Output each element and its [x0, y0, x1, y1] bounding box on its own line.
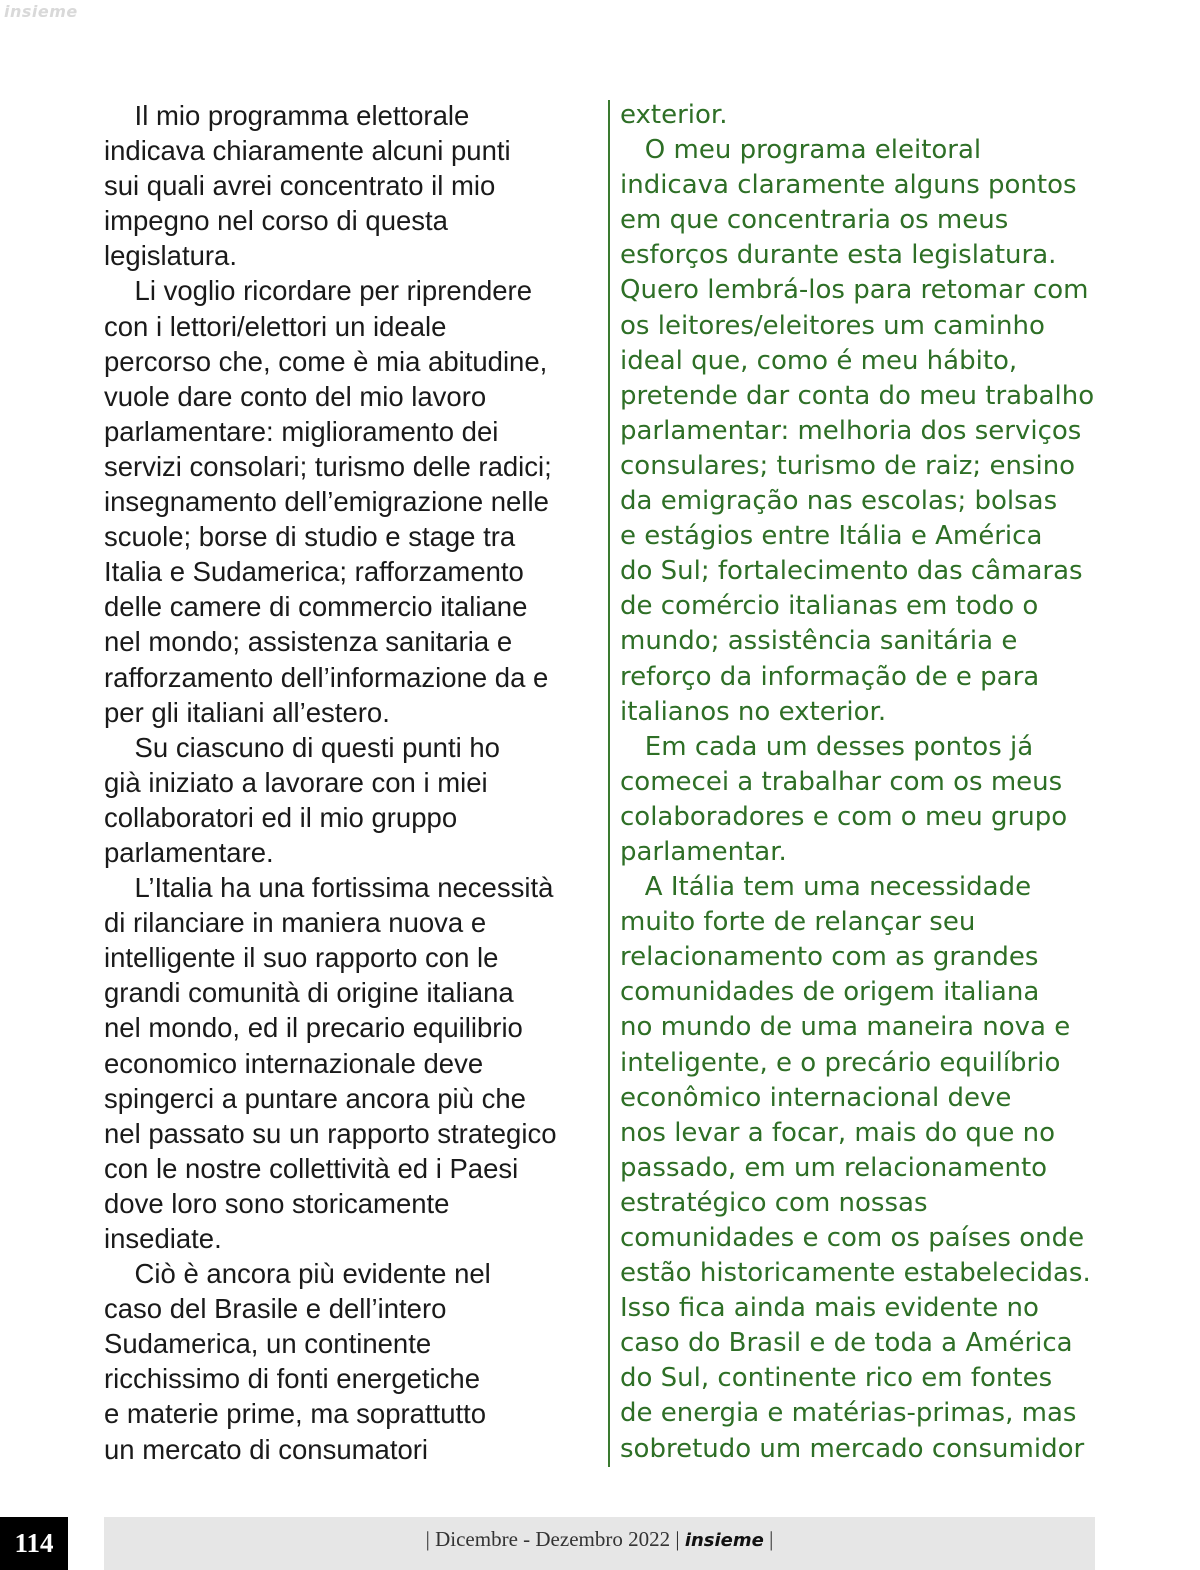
portuguese-text-line: da emigração nas escolas; bolsas: [620, 486, 1058, 517]
portuguese-text-line: mundo; assistência sanitária e: [620, 626, 1018, 657]
portuguese-text-line: pretende dar conta do meu trabalho: [620, 380, 1095, 411]
italian-text-line: rafforzamento dell’informazione da e: [104, 661, 549, 693]
italian-text-line: spingerci a puntare ancora più che: [104, 1082, 526, 1114]
italian-text-line: percorso che, come è mia abitudine,: [104, 345, 548, 377]
portuguese-text-line: O meu programa eleitoral: [620, 135, 982, 166]
italian-text-line: parlamentare: miglioramento dei: [104, 415, 499, 447]
italian-column: [104, 98, 594, 1467]
portuguese-text-line: estratégico com nossas: [620, 1187, 928, 1218]
footer-text: [104, 1527, 1095, 1552]
italian-text-line: servizi consolari; turismo delle radici;: [104, 450, 552, 482]
italian-text-line: indicava chiaramente alcuni punti: [104, 135, 511, 167]
italian-text-line: intelligente il suo rapporto con le: [104, 942, 499, 974]
portuguese-text-line: muito forte de relançar seu: [620, 907, 976, 938]
portuguese-text-line: estão historicamente estabelecidas.: [620, 1258, 1091, 1289]
italian-text-line: grandi comunità di origine italiana: [104, 977, 514, 1009]
italian-text-line: dove loro sono storicamente: [104, 1187, 450, 1219]
portuguese-text-line: Quero lembrá-los para retomar com: [620, 275, 1089, 306]
portuguese-text-line: passado, em um relacionamento: [620, 1152, 1048, 1183]
italian-text-line: un mercato di consumatori: [104, 1433, 429, 1465]
italian-text-line: Italia e Sudamerica; rafforzamento: [104, 556, 524, 588]
portuguese-text-line: do Sul; fortalecimento das câmaras: [620, 556, 1083, 587]
italian-text-line: parlamentare.: [104, 836, 274, 868]
portuguese-text-line: em que concentraria os meus: [620, 205, 1009, 236]
portuguese-text-line: reforço da informação de e para: [620, 661, 1040, 692]
italian-text-line: per gli italiani all’estero.: [104, 696, 390, 728]
italian-text-line: sui quali avrei concentrato il mio: [104, 170, 496, 202]
portuguese-text-line: nos levar a focar, mais do que no: [620, 1117, 1055, 1148]
portuguese-text-line: os leitores/eleitores um caminho: [620, 310, 1045, 341]
italian-text-line: insegnamento dell’emigrazione nelle: [104, 486, 549, 518]
portuguese-text-line: parlamentar: melhoria dos serviços: [620, 415, 1082, 446]
portuguese-text-line: comunidades e com os países onde: [620, 1223, 1085, 1253]
italian-text-line: Ciò è ancora più evidente nel: [104, 1258, 491, 1290]
footer-brand: insieme: [684, 1530, 764, 1551]
italian-text-line: delle camere di commercio italiane: [104, 591, 528, 623]
italian-text-line: legislatura.: [104, 240, 237, 272]
magazine-logo-watermark: insieme: [4, 2, 78, 21]
italian-text-line: di rilanciare in maniera nuova e: [104, 907, 487, 939]
italian-text-line: Su ciascuno di questi punti ho: [104, 731, 500, 763]
portuguese-text-line: caso do Brasil e de toda a América: [620, 1328, 1073, 1359]
italian-text-line: nel mondo, ed il precario equilibrio: [104, 1012, 523, 1044]
portuguese-text-line: colaboradores e com o meu grupo: [620, 801, 1068, 832]
portuguese-text-line: relacionamento com as grandes: [620, 942, 1039, 973]
portuguese-text-line: do Sul, continente rico em fontes: [620, 1363, 1053, 1394]
italian-text-line: nel passato su un rapporto strategico: [104, 1117, 557, 1149]
portuguese-text-line: exterior.: [620, 100, 728, 130]
italian-text-line: collaboratori ed il mio gruppo: [104, 801, 458, 833]
italian-text-line: nel mondo; assistenza sanitaria e: [104, 626, 513, 658]
page-number: 114: [0, 1517, 68, 1570]
portuguese-text-line: esforços durante esta legislatura.: [620, 240, 1057, 271]
portuguese-text-line: consulares; turismo de raiz; ensino: [620, 450, 1076, 481]
portuguese-text-line: de energia e matérias-primas, mas: [620, 1398, 1077, 1429]
italian-text-line: insediate.: [104, 1223, 222, 1254]
italian-text-line: L’Italia ha una fortissima necessità: [104, 872, 554, 904]
italian-text-line: con i lettori/elettori un ideale: [104, 310, 447, 342]
portuguese-text-line: e estágios entre Itália e América: [620, 521, 1043, 552]
footer-date: | Dicembre - Dezembro 2022 |: [425, 1527, 680, 1551]
italian-text-line: vuole dare conto del mio lavoro: [104, 380, 487, 412]
portuguese-text-line: comecei a trabalhar com os meus: [620, 766, 1063, 797]
footer-bar: [104, 1517, 1095, 1570]
portuguese-text-line: Em cada um desses pontos já: [620, 731, 1034, 762]
italian-text-line: economico internazionale deve: [104, 1047, 484, 1079]
portuguese-text-line: A Itália tem uma necessidade: [620, 872, 1032, 903]
italian-text-line: Sudamerica, un continente: [104, 1328, 432, 1360]
portuguese-text-line: indicava claramente alguns pontos: [620, 170, 1077, 201]
portuguese-text-line: econômico internacional deve: [620, 1082, 1012, 1113]
italian-text-line: caso del Brasile e dell’intero: [104, 1293, 447, 1325]
italian-text-line: ricchissimo di fonti energetiche: [104, 1363, 481, 1395]
portuguese-column: [620, 98, 1100, 1467]
portuguese-text-line: Isso fica ainda mais evidente no: [620, 1293, 1039, 1324]
portuguese-text-line: comunidades de origem italiana: [620, 977, 1040, 1008]
footer-suffix: |: [769, 1527, 774, 1551]
portuguese-text-line: no mundo de uma maneira nova e: [620, 1012, 1071, 1043]
italian-text-line: con le nostre collettività ed i Paesi: [104, 1152, 519, 1184]
italian-text-line: e materie prime, ma soprattutto: [104, 1398, 487, 1430]
italian-text-line: Li voglio ricordare per riprendere: [104, 275, 532, 307]
portuguese-text-line: inteligente, e o precário equilíbrio: [620, 1047, 1061, 1078]
italian-text-line: scuole; borse di studio e stage tra: [104, 521, 516, 553]
portuguese-text-line: ideal que, como é meu hábito,: [620, 345, 1018, 376]
italian-text-line: Il mio programma elettorale: [104, 100, 470, 131]
portuguese-text-line: sobretudo um mercado consumidor: [620, 1433, 1085, 1464]
portuguese-text-line: italianos no exterior.: [620, 696, 887, 727]
portuguese-text-line: de comércio italianas em todo o: [620, 591, 1039, 622]
italian-text-line: già iniziato a lavorare con i miei: [104, 766, 488, 798]
portuguese-text-line: parlamentar.: [620, 836, 787, 867]
italian-text-line: impegno nel corso di questa: [104, 205, 448, 237]
column-divider: [608, 100, 610, 1467]
